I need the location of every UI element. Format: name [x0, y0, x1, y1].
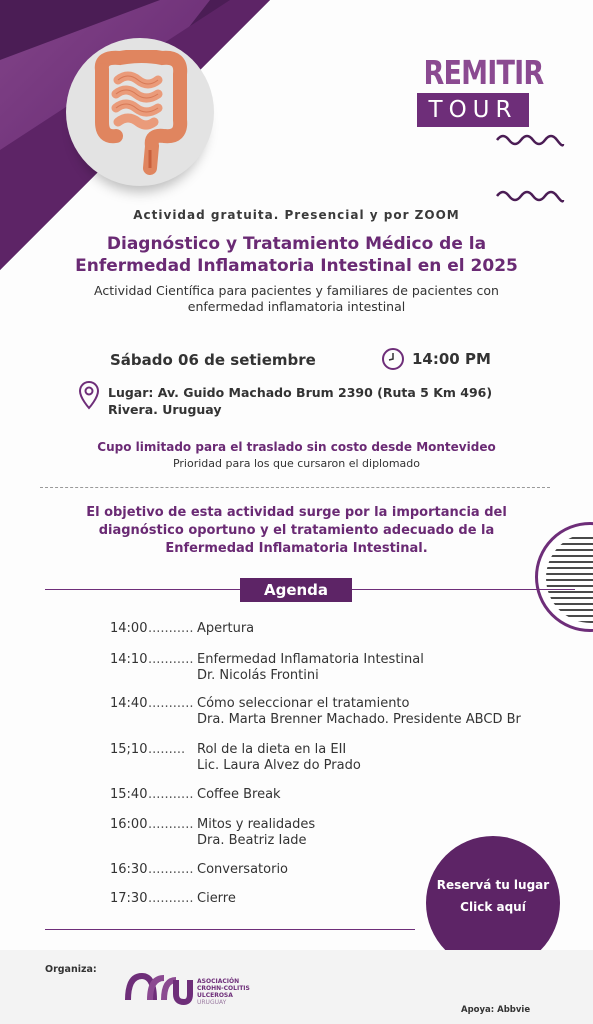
objective-text: [0, 504, 593, 558]
agenda-speaker: Dr. Nicolás Frontini: [197, 668, 319, 683]
logo-bottom-text: TOUR: [417, 93, 529, 127]
agenda-title: Rol de la dieta en la EII: [197, 742, 347, 757]
event-time: 14:00 PM: [412, 350, 491, 368]
wave-decoration-icon: [495, 132, 565, 148]
agenda-time: 14:10: [110, 652, 148, 667]
agenda-dots: ...........: [148, 621, 194, 636]
agenda-title: Conversatorio: [197, 862, 289, 877]
location-line: Lugar: Av. Guido Machado Brum 2390 (Ruta 5 Km 496): [108, 385, 493, 400]
org-name-line: ULCEROSA: [197, 992, 233, 999]
clock-icon: [381, 347, 405, 371]
agenda-dots: ...........: [148, 787, 194, 802]
agenda-speaker: Dra. Marta Brenner Machado. Presidente ABCD Br: [197, 712, 521, 727]
org-name-line: CROHN-COLITIS: [197, 985, 250, 992]
title-line: Enfermedad Inflamatoria Intestinal en el 2025: [75, 256, 518, 276]
wave-decoration-icon: [495, 188, 565, 204]
agenda-time: 17:30: [110, 891, 148, 906]
event-location: [108, 384, 492, 418]
agenda-time: 16:30: [110, 862, 148, 877]
agenda-title: Mitos y realidades: [197, 817, 316, 832]
event-date: Sábado 06 de setiembre: [110, 351, 316, 369]
bottom-divider: [45, 929, 415, 930]
agenda-time: 16:00: [110, 817, 148, 832]
remitir-tour-logo: [413, 53, 544, 127]
agenda-dots: ...........: [148, 891, 194, 906]
objective-line: El objetivo de esta actividad surge por la importancia del: [86, 505, 507, 520]
org-name-line: ASOCIACIÓN: [197, 978, 240, 985]
agenda-time: 14:00: [110, 621, 148, 636]
page-title: [0, 233, 593, 277]
subtitle-line: Actividad Científica para pacientes y familiares de pacientes con: [94, 283, 499, 298]
org-country: URUGUAY: [197, 999, 227, 1006]
agenda-heading: Agenda: [240, 578, 352, 602]
location-pin-icon: [78, 380, 100, 410]
free-activity-line: Actividad gratuita. Presencial y por ZOOM: [133, 208, 460, 222]
objective-line: Enfermedad Inflamatoria Intestinal.: [165, 541, 428, 556]
agenda-dots: ...........: [148, 862, 194, 877]
subtitle-line: enfermedad inflamatoria intestinal: [187, 299, 406, 314]
agenda-speaker: Lic. Laura Alvez do Prado: [197, 758, 361, 773]
objective-line: diagnóstico oportuno y el tratamiento adecuado de la: [98, 523, 495, 538]
priority-notice: Prioridad para los que cursaron el diplomado: [172, 457, 421, 470]
agenda-time: 15;10: [110, 742, 148, 757]
transport-notice: Cupo limitado para el traslado sin costo desde Montevideo: [97, 440, 496, 454]
subtitle: [0, 283, 593, 315]
agenda-title: Cómo seleccionar el tratamiento: [197, 696, 410, 711]
organizer-label: Organiza:: [45, 964, 97, 975]
agenda-title: Enfermedad Inflamatoria Intestinal: [197, 652, 424, 667]
dotted-divider: [40, 487, 550, 488]
click-here-label: Click aquí: [460, 900, 526, 914]
location-line: Rivera. Uruguay: [108, 402, 222, 417]
title-line: Diagnóstico y Tratamiento Médico de la: [106, 234, 487, 254]
agenda-title: Cierre: [197, 891, 236, 906]
agenda-title: Coffee Break: [197, 787, 281, 802]
intestine-icon: [80, 50, 200, 175]
agenda-dots: ...........: [148, 696, 194, 711]
intestine-illustration: [66, 38, 214, 186]
sponsor-label: Apoya: Abbvie: [461, 1005, 531, 1015]
agenda-dots: ...........: [148, 652, 194, 667]
agenda-title: Apertura: [197, 621, 255, 636]
accu-logo-icon: [124, 970, 194, 1006]
agenda-time: 15:40: [110, 787, 148, 802]
agenda-time: 14:40: [110, 696, 148, 711]
logo-top-text: REMITIR: [423, 53, 544, 92]
organizer-name: [197, 978, 250, 1006]
agenda-dots: ...........: [148, 817, 194, 832]
agenda-speaker: Dra. Beatriz Iade: [197, 833, 307, 848]
agenda-dots: .........: [148, 742, 186, 757]
reserve-button-label: Reservá tu lugar: [436, 878, 550, 892]
